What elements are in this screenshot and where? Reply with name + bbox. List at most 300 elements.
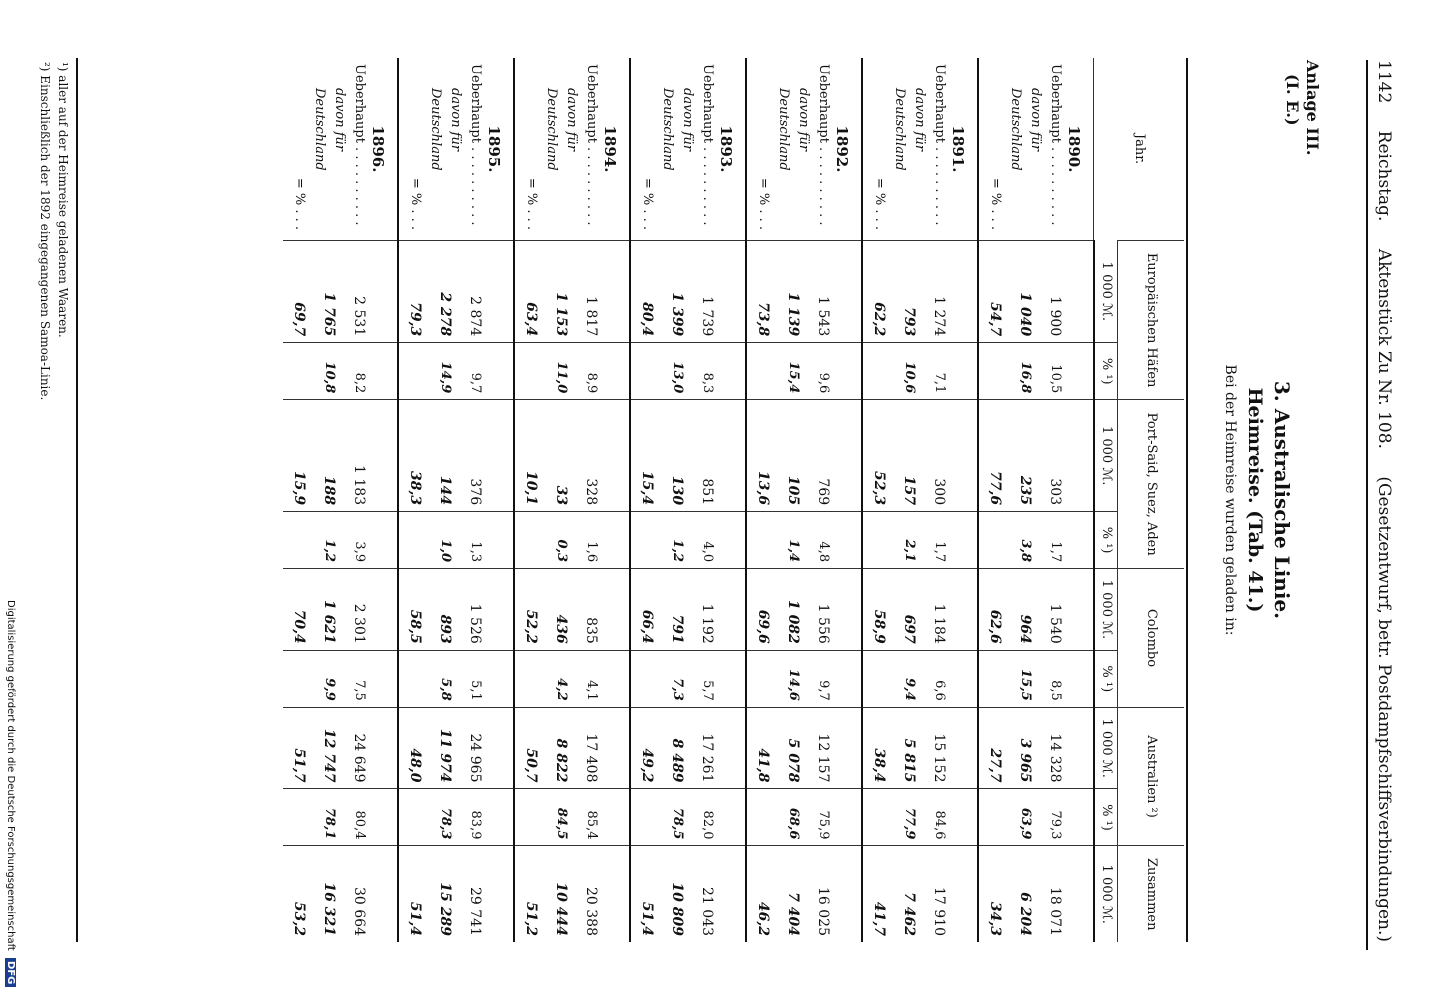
empty-cell <box>1065 241 1094 343</box>
table-body <box>283 58 1094 942</box>
percent-cell <box>862 789 889 846</box>
percent-cell: 8,5 <box>1045 650 1065 707</box>
row-label: Ueberhaupt . . . . . . . . . . <box>468 64 483 226</box>
percent-cell: 16,8 <box>1005 343 1045 400</box>
empty-cell <box>601 343 630 400</box>
value-cell: 63,4 <box>514 241 541 343</box>
germany-row <box>1005 58 1045 942</box>
empty-cell <box>1065 789 1094 846</box>
percent-row <box>630 58 657 942</box>
row-label: Ueberhaupt . . . . . . . . . . <box>352 64 367 226</box>
percent-cell <box>978 512 1005 569</box>
empty-cell <box>485 343 514 400</box>
percent-cell <box>746 512 773 569</box>
value-cell: 48,0 <box>398 707 425 789</box>
percent-cell: 4,1 <box>581 650 601 707</box>
unit-value: 1 000 ℳ. <box>1094 400 1118 512</box>
value-cell: 38,4 <box>862 707 889 789</box>
percent-cell <box>630 789 657 846</box>
year-row <box>717 58 746 942</box>
value-cell: 300 <box>929 400 949 512</box>
percent-cell: 8,9 <box>581 343 601 400</box>
row-label: davon für Deutschland <box>428 88 463 171</box>
row-label: = % . . . <box>756 177 771 230</box>
value-cell: 235 <box>1005 400 1045 512</box>
percent-cell: 6,6 <box>929 650 949 707</box>
value-cell: 15,4 <box>630 400 657 512</box>
value-cell: 21 043 <box>697 846 717 942</box>
percent-cell <box>978 650 1005 707</box>
empty-cell <box>833 789 862 846</box>
percent-cell: 1,7 <box>929 512 949 569</box>
empty-cell <box>369 650 398 707</box>
empty-cell <box>717 241 746 343</box>
value-cell: 1 540 <box>1045 569 1065 651</box>
empty-cell <box>949 512 978 569</box>
empty-cell <box>601 789 630 846</box>
value-cell: 79,3 <box>398 241 425 343</box>
empty-cell <box>833 343 862 400</box>
year-label: 1896. <box>369 58 398 241</box>
value-cell: 1 556 <box>813 569 833 651</box>
unit-percent: % ¹) <box>1094 650 1118 707</box>
percent-cell: 15,4 <box>773 343 813 400</box>
value-cell: 29 741 <box>465 846 485 942</box>
value-cell: 8 489 <box>657 707 697 789</box>
value-cell: 15,9 <box>283 400 309 512</box>
percent-cell: 84,5 <box>541 789 581 846</box>
empty-cell <box>949 241 978 343</box>
empty-cell <box>485 650 514 707</box>
percent-cell <box>283 789 309 846</box>
empty-cell <box>833 400 862 512</box>
value-cell: 1 739 <box>697 241 717 343</box>
empty-cell <box>833 569 862 651</box>
page-number: 1142 <box>1374 60 1394 104</box>
table-top-rule <box>1186 58 1188 942</box>
empty-cell <box>485 400 514 512</box>
table-header-row <box>1118 58 1185 942</box>
empty-cell <box>601 400 630 512</box>
row-label: = % . . . <box>640 177 655 230</box>
unit-value: 1 000 ℳ. <box>1094 846 1118 942</box>
percent-cell: 7,1 <box>929 343 949 400</box>
percent-cell: 68,6 <box>773 789 813 846</box>
percent-cell: 4,0 <box>697 512 717 569</box>
value-cell: 964 <box>1005 569 1045 651</box>
empty-cell <box>949 343 978 400</box>
percent-cell: 84,6 <box>929 789 949 846</box>
percent-row <box>862 58 889 942</box>
total-row <box>349 58 369 942</box>
total-row <box>465 58 485 942</box>
germany-row <box>773 58 813 942</box>
value-cell: 70,4 <box>283 569 309 651</box>
cargo-table <box>283 58 1184 942</box>
empty-cell <box>485 241 514 343</box>
value-cell: 54,7 <box>978 241 1005 343</box>
value-cell: 1 621 <box>309 569 349 651</box>
percent-cell: 1,2 <box>657 512 697 569</box>
value-cell: 10 809 <box>657 846 697 942</box>
percent-cell: 77,9 <box>889 789 929 846</box>
empty-cell <box>485 569 514 651</box>
percent-cell: 7,3 <box>657 650 697 707</box>
row-label: = % . . . <box>408 177 423 230</box>
value-cell: 188 <box>309 400 349 512</box>
value-cell: 33 <box>541 400 581 512</box>
empty-cell <box>1065 650 1094 707</box>
column-header-zusammen: Zusammen <box>1118 846 1185 942</box>
percent-cell: 83,9 <box>465 789 485 846</box>
empty-cell <box>949 707 978 789</box>
row-label: Ueberhaupt . . . . . . . . . . <box>700 64 715 226</box>
empty-cell <box>833 846 862 942</box>
value-cell: 69,6 <box>746 569 773 651</box>
unit-percent: % ¹) <box>1094 789 1118 846</box>
percent-cell: 1,7 <box>1045 512 1065 569</box>
value-cell: 13,6 <box>746 400 773 512</box>
value-cell: 144 <box>425 400 465 512</box>
empty-cell <box>717 512 746 569</box>
empty-cell <box>485 512 514 569</box>
empty-cell <box>601 569 630 651</box>
row-label: Ueberhaupt . . . . . . . . . . <box>932 64 947 226</box>
value-cell: 8 822 <box>541 707 581 789</box>
value-cell: 2 531 <box>349 241 369 343</box>
year-row <box>369 58 398 942</box>
row-label: Ueberhaupt . . . . . . . . . . <box>1048 64 1063 226</box>
section-subtitle: Heimreise. (Tab. 41.) <box>1244 387 1266 613</box>
percent-cell: 9,7 <box>465 343 485 400</box>
year-label: 1893. <box>717 58 746 241</box>
footnote-1: ¹) aller auf der Heimreise geladenen Waaren. <box>56 62 70 338</box>
value-cell: 769 <box>813 400 833 512</box>
value-cell: 80,4 <box>630 241 657 343</box>
value-cell: 34,3 <box>978 846 1005 942</box>
value-cell: 24 649 <box>349 707 369 789</box>
value-cell: 38,3 <box>398 400 425 512</box>
empty-cell <box>1065 846 1094 942</box>
row-label: = % . . . <box>524 177 539 230</box>
section-title: 3. Australische Linie. <box>1270 380 1294 620</box>
empty-cell <box>485 789 514 846</box>
percent-cell: 4,2 <box>541 650 581 707</box>
germany-row <box>657 58 697 942</box>
column-header-colombo: Colombo <box>1118 569 1185 708</box>
row-label: = % . . . <box>292 177 307 230</box>
value-cell: 27,7 <box>978 707 1005 789</box>
value-cell: 851 <box>697 400 717 512</box>
value-cell: 436 <box>541 569 581 651</box>
empty-cell <box>717 846 746 942</box>
percent-cell: 1,0 <box>425 512 465 569</box>
row-label: Ueberhaupt . . . . . . . . . . <box>584 64 599 226</box>
empty-cell <box>833 512 862 569</box>
germany-row <box>889 58 929 942</box>
percent-cell: 7,5 <box>349 650 369 707</box>
digitization-text: Digitalisierung gefördert durch die Deutsche Forschungsgemeinschaft <box>5 600 16 951</box>
empty-cell <box>1065 707 1094 789</box>
percent-cell <box>862 650 889 707</box>
year-row <box>601 58 630 942</box>
empty-cell <box>369 241 398 343</box>
row-label: davon für Deutschland <box>1008 88 1043 171</box>
total-row <box>929 58 949 942</box>
value-cell: 51,2 <box>514 846 541 942</box>
value-cell: 2 301 <box>349 569 369 651</box>
value-cell: 18 071 <box>1045 846 1065 942</box>
value-cell: 16 321 <box>309 846 349 942</box>
percent-cell: 75,9 <box>813 789 833 846</box>
value-cell: 1 040 <box>1005 241 1045 343</box>
value-cell: 58,5 <box>398 569 425 651</box>
value-cell: 16 025 <box>813 846 833 942</box>
value-cell: 893 <box>425 569 465 651</box>
percent-cell <box>746 650 773 707</box>
value-cell: 41,7 <box>862 846 889 942</box>
empty-cell <box>949 789 978 846</box>
page-header <box>1374 60 1394 950</box>
percent-cell <box>978 343 1005 400</box>
row-label: davon für Deutschland <box>776 88 811 171</box>
value-cell: 41,8 <box>746 707 773 789</box>
value-cell: 1 900 <box>1045 241 1065 343</box>
value-cell: 1 082 <box>773 569 813 651</box>
value-cell: 2 278 <box>425 241 465 343</box>
total-row <box>1045 58 1065 942</box>
value-cell: 3 965 <box>1005 707 1045 789</box>
percent-cell: 79,3 <box>1045 789 1065 846</box>
value-cell: 6 204 <box>1005 846 1045 942</box>
percent-cell: 9,9 <box>309 650 349 707</box>
value-cell: 1 192 <box>697 569 717 651</box>
percent-cell <box>283 343 309 400</box>
percent-cell: 9,6 <box>813 343 833 400</box>
value-cell: 17 408 <box>581 707 601 789</box>
empty-cell <box>1065 343 1094 400</box>
empty-cell <box>717 343 746 400</box>
empty-cell <box>1065 569 1094 651</box>
value-cell: 5 078 <box>773 707 813 789</box>
year-row <box>833 58 862 942</box>
percent-cell: 1,4 <box>773 512 813 569</box>
value-cell: 1 765 <box>309 241 349 343</box>
percent-cell: 1,6 <box>581 512 601 569</box>
value-cell: 17 910 <box>929 846 949 942</box>
empty-cell <box>601 512 630 569</box>
empty-cell <box>717 707 746 789</box>
percent-cell: 13,0 <box>657 343 697 400</box>
germany-row <box>541 58 581 942</box>
value-cell: 697 <box>889 569 929 651</box>
header-rule <box>1366 60 1368 950</box>
empty-cell <box>369 789 398 846</box>
empty-cell <box>717 789 746 846</box>
percent-cell <box>398 512 425 569</box>
value-cell: 1 543 <box>813 241 833 343</box>
percent-cell: 3,8 <box>1005 512 1045 569</box>
percent-cell: 9,7 <box>813 650 833 707</box>
value-cell: 328 <box>581 400 601 512</box>
row-label: davon für Deutschland <box>544 88 579 171</box>
publication-name: Reichstag. <box>1374 130 1394 222</box>
value-cell: 835 <box>581 569 601 651</box>
value-cell: 51,7 <box>283 707 309 789</box>
value-cell: 53,2 <box>283 846 309 942</box>
empty-cell <box>369 343 398 400</box>
column-header-port-said: Port-Said, Suez, Aden <box>1118 400 1185 569</box>
percent-cell <box>398 650 425 707</box>
value-cell: 1 139 <box>773 241 813 343</box>
percent-cell: 80,4 <box>349 789 369 846</box>
year-label: 1894. <box>601 58 630 241</box>
value-cell: 1 183 <box>349 400 369 512</box>
empty-cell <box>601 846 630 942</box>
empty-cell <box>369 707 398 789</box>
germany-row <box>309 58 349 942</box>
percent-cell: 11,0 <box>541 343 581 400</box>
percent-cell: 78,3 <box>425 789 465 846</box>
footnote-2: ²) Einschließlich der 1892 eingegangenen Samoa-Linie. <box>38 62 52 401</box>
percent-cell: 63,9 <box>1005 789 1045 846</box>
unit-value: 1 000 ℳ. <box>1094 241 1118 343</box>
value-cell: 11 974 <box>425 707 465 789</box>
percent-row <box>398 58 425 942</box>
empty-cell <box>949 400 978 512</box>
percent-cell <box>398 343 425 400</box>
value-cell: 10 444 <box>541 846 581 942</box>
value-cell: 52,3 <box>862 400 889 512</box>
percent-cell: 10,8 <box>309 343 349 400</box>
year-row <box>485 58 514 942</box>
percent-row <box>514 58 541 942</box>
germany-row <box>425 58 465 942</box>
percent-cell <box>283 512 309 569</box>
percent-cell: 5,7 <box>697 650 717 707</box>
value-cell: 30 664 <box>349 846 369 942</box>
year-row <box>949 58 978 942</box>
year-column-header: Jahr. <box>1094 58 1184 241</box>
value-cell: 2 874 <box>465 241 485 343</box>
percent-cell <box>514 512 541 569</box>
value-cell: 77,6 <box>978 400 1005 512</box>
value-cell: 7 462 <box>889 846 929 942</box>
empty-cell <box>949 846 978 942</box>
percent-cell <box>630 650 657 707</box>
percent-cell: 8,3 <box>697 343 717 400</box>
percent-cell <box>514 343 541 400</box>
value-cell: 130 <box>657 400 697 512</box>
unit-percent: % ¹) <box>1094 512 1118 569</box>
value-cell: 1 184 <box>929 569 949 651</box>
percent-cell <box>283 650 309 707</box>
empty-cell <box>369 512 398 569</box>
percent-cell: 15,5 <box>1005 650 1045 707</box>
percent-cell <box>746 343 773 400</box>
value-cell: 24 965 <box>465 707 485 789</box>
empty-cell <box>369 846 398 942</box>
value-cell: 66,4 <box>630 569 657 651</box>
row-label: = % . . . <box>988 177 1003 230</box>
empty-cell <box>485 846 514 942</box>
value-cell: 51,4 <box>398 846 425 942</box>
percent-cell: 1,3 <box>465 512 485 569</box>
digitization-note <box>5 600 16 987</box>
empty-cell <box>601 650 630 707</box>
value-cell: 1 153 <box>541 241 581 343</box>
value-cell: 17 261 <box>697 707 717 789</box>
percent-cell: 2,1 <box>889 512 929 569</box>
percent-cell <box>630 343 657 400</box>
value-cell: 1 526 <box>465 569 485 651</box>
empty-cell <box>949 650 978 707</box>
value-cell: 58,9 <box>862 569 889 651</box>
value-cell: 105 <box>773 400 813 512</box>
value-cell: 73,8 <box>746 241 773 343</box>
value-cell: 49,2 <box>630 707 657 789</box>
value-cell: 62,6 <box>978 569 1005 651</box>
empty-cell <box>485 707 514 789</box>
row-label: davon für Deutschland <box>312 88 347 171</box>
value-cell: 12 747 <box>309 707 349 789</box>
empty-cell <box>369 569 398 651</box>
annex-subtitle: (I. E.) <box>1283 74 1302 126</box>
percent-cell: 4,8 <box>813 512 833 569</box>
value-cell: 46,2 <box>746 846 773 942</box>
value-cell: 157 <box>889 400 929 512</box>
percent-cell: 10,6 <box>889 343 929 400</box>
empty-cell <box>833 650 862 707</box>
row-label: = % . . . <box>872 177 887 230</box>
row-label: Ueberhaupt . . . . . . . . . . <box>816 64 831 226</box>
percent-cell <box>862 343 889 400</box>
percent-cell: 9,4 <box>889 650 929 707</box>
percent-cell <box>630 512 657 569</box>
percent-cell: 1,2 <box>309 512 349 569</box>
empty-cell <box>1065 400 1094 512</box>
value-cell: 303 <box>1045 400 1065 512</box>
value-cell: 14 328 <box>1045 707 1065 789</box>
value-cell: 69,7 <box>283 241 309 343</box>
unit-value: 1 000 ℳ. <box>1094 569 1118 651</box>
document-subject: (Gesetzentwurf, betr. Postdampfschiffsverbindungen.) <box>1374 476 1394 943</box>
empty-cell <box>601 707 630 789</box>
percent-cell: 10,5 <box>1045 343 1065 400</box>
empty-cell <box>717 650 746 707</box>
percent-cell: 3,9 <box>349 512 369 569</box>
value-cell: 376 <box>465 400 485 512</box>
year-label: 1891. <box>949 58 978 241</box>
table-bottom-rule <box>76 58 78 942</box>
value-cell: 50,7 <box>514 707 541 789</box>
annex-title: Anlage III. <box>1303 60 1322 156</box>
value-cell: 52,2 <box>514 569 541 651</box>
year-row <box>1065 58 1094 942</box>
percent-cell: 5,1 <box>465 650 485 707</box>
percent-cell <box>398 789 425 846</box>
value-cell: 62,2 <box>862 241 889 343</box>
value-cell: 15 152 <box>929 707 949 789</box>
value-cell: 20 388 <box>581 846 601 942</box>
percent-cell: 14,6 <box>773 650 813 707</box>
column-header-europe: Europäischen Häfen <box>1118 241 1185 400</box>
value-cell: 15 289 <box>425 846 465 942</box>
year-label: 1890. <box>1065 125 1083 173</box>
percent-cell: 5,8 <box>425 650 465 707</box>
empty-cell <box>717 400 746 512</box>
value-cell: 1 274 <box>929 241 949 343</box>
